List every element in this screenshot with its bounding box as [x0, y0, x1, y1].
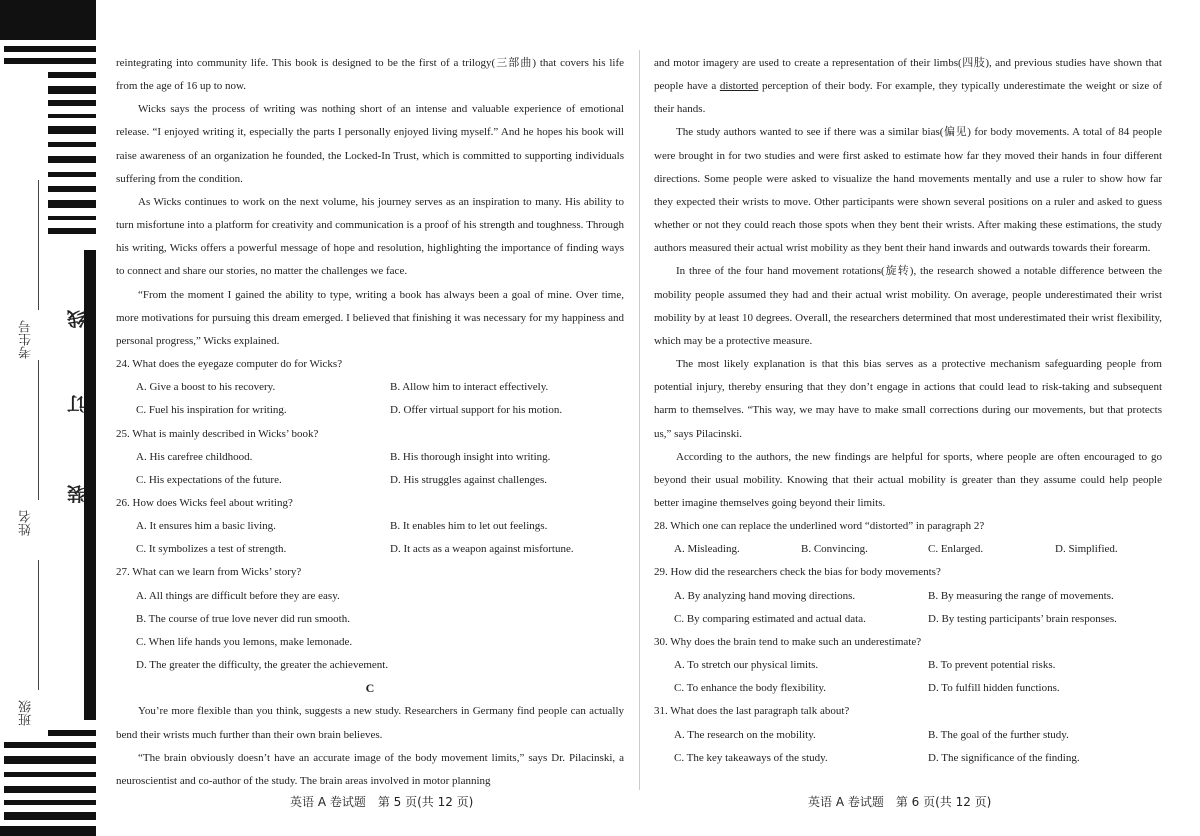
question-26: 26. How does Wicks feel about writing? — [116, 496, 293, 509]
option-24c[interactable]: C. Fuel his inspiration for writing. — [136, 404, 287, 417]
option-25b[interactable]: B. His thorough insight into writing. — [390, 450, 551, 463]
page-6-column — [654, 52, 1162, 770]
binding-margin — [0, 0, 100, 836]
binding-char-ding: 订 — [67, 395, 87, 413]
option-31d[interactable]: D. The significance of the finding. — [928, 751, 1080, 764]
option-26d[interactable]: D. It acts as a weapon against misfortune. — [390, 543, 574, 556]
question-29: 29. How did the researchers check the bias for body movements? — [654, 566, 941, 579]
option-24d[interactable]: D. Offer virtual support for his motion. — [390, 404, 563, 417]
margin-stripe — [48, 200, 96, 208]
option-24b[interactable]: B. Allow him to interact effectively. — [390, 381, 549, 394]
margin-stripe — [48, 100, 96, 106]
name-line — [38, 360, 39, 500]
option-26c[interactable]: C. It symbolizes a test of strength. — [136, 543, 287, 556]
option-31a[interactable]: A. The research on the mobility. — [674, 728, 816, 741]
option-27d[interactable]: D. The greater the difficulty, the greater the achievement. — [136, 659, 389, 672]
option-30c[interactable]: C. To enhance the body flexibility. — [674, 682, 826, 695]
binding-char-zhuang: 装 — [67, 485, 87, 503]
margin-stripe — [4, 800, 96, 805]
passage-paragraph: You’re more flexible than you think, suggests a new study. Researchers in Germany find people can actually bend their wrists much further than their own brain believes. — [116, 705, 624, 741]
class-line — [38, 560, 39, 690]
option-28a[interactable]: A. Misleading. — [674, 543, 740, 556]
option-25c[interactable]: C. His expectations of the future. — [136, 473, 282, 486]
margin-stripe — [48, 126, 96, 134]
question-25: 25. What is mainly described in Wicks’ book? — [116, 427, 319, 440]
question-24: 24. What does the eyegaze computer do for Wicks? — [116, 358, 343, 371]
option-27a[interactable]: A. All things are difficult before they are easy. — [136, 589, 340, 602]
page-6-footer: 英语 A 卷试题 第 6 页(共 12 页) — [808, 795, 992, 809]
option-30d[interactable]: D. To fulfill hidden functions. — [928, 682, 1060, 695]
column-divider — [639, 50, 640, 790]
margin-stripe — [4, 742, 96, 748]
question-31: 31. What does the last paragraph talk about? — [654, 705, 850, 718]
option-25a[interactable]: A. His carefree childhood. — [136, 450, 253, 463]
margin-stripe — [48, 156, 96, 163]
passage-paragraph: “The brain obviously doesn’t have an accurate image of the body movement limits,” says Dr. Pilacinski, a neuroscientist and co-author of the study. The brain areas involved in motor planning — [116, 751, 624, 787]
passage-paragraph: “From the moment I gained the ability to type, writing a book has always been a goal of mine. Over time, more motivations for pursuing this dream emerged. I believed that finishing it was necessary for my happiness and personal progress,” Wicks explained. — [116, 288, 624, 347]
margin-stripe — [4, 812, 96, 820]
question-27: 27. What can we learn from Wicks’ story? — [116, 566, 302, 579]
margin-stripe — [48, 228, 96, 234]
passage-paragraph: reintegrating into community life. This book is designed to be the first of a trilogy(三部曲) that covers his life from the age of 16 up to now. — [116, 57, 624, 93]
option-24a[interactable]: A. Give a boost to his recovery. — [136, 381, 276, 394]
passage-paragraph — [654, 52, 1162, 121]
page-5-footer: 英语 A 卷试题 第 5 页(共 12 页) — [290, 795, 474, 809]
option-31c[interactable]: C. The key takeaways of the study. — [674, 751, 828, 764]
margin-stripe — [48, 172, 96, 177]
option-27b[interactable]: B. The course of true love never did run smooth. — [136, 612, 350, 625]
passage-paragraph: As Wicks continues to work on the next volume, his journey serves as an inspiration to many. His ability to turn misfortune into a platform for creativity and communication is a proof of his strength and toughness. Through his writing, Wicks offers a powerful message of hope and resolution, highlighting the importance of finding ways to connect and share our stories, no matter the challenges we face. — [116, 195, 624, 278]
margin-black-bar — [0, 0, 96, 40]
paragraph-text: perception of their body. For example, they typically underestimate the weight or size of their hands. — [654, 80, 1162, 116]
option-28d[interactable]: D. Simplified. — [1055, 543, 1118, 556]
name-label: 姓名 — [18, 510, 33, 536]
margin-stripe — [4, 772, 96, 777]
option-29d[interactable]: D. By testing participants’ brain responses. — [928, 612, 1117, 625]
option-28b[interactable]: B. Convincing. — [801, 543, 868, 556]
section-c-heading: C — [365, 681, 375, 696]
margin-stripe — [48, 72, 96, 78]
underlined-word: distorted — [719, 80, 759, 93]
passage-paragraph: Wicks says the process of writing was nothing short of an intense and valuable experience of emotional release. “I enjoyed writing it, especially the parts I personally enjoyed living myself.” And he hopes his book will raise awareness of an organization he founded, the Locked-In Trust, which is committed to supporting individuals suffering from the condition. — [116, 103, 624, 185]
question-30: 30. Why does the brain tend to make such an underestimate? — [654, 635, 922, 648]
option-26b[interactable]: B. It enables him to let out feelings. — [390, 520, 548, 533]
passage-paragraph: According to the authors, the new findings are helpful for sports, where people are often encouraged to go beyond their usual mobility. Knowing that their actual mobility is greater than they assume could help people better imagine themselves going beyond their limits. — [654, 450, 1162, 509]
option-25d[interactable]: D. His struggles against challenges. — [390, 473, 548, 486]
option-28c[interactable]: C. Enlarged. — [928, 543, 984, 556]
option-30a[interactable]: A. To stretch our physical limits. — [674, 659, 819, 672]
option-26a[interactable]: A. It ensures him a basic living. — [136, 520, 276, 533]
margin-stripe — [48, 86, 96, 94]
margin-stripe — [48, 114, 96, 118]
passage-paragraph: In three of the four hand movement rotations(旋转), the research showed a notable difference between the mobility people assumed they had and their actual wrist mobility. On average, people underestimated their wrist mobility by at least 10 degrees. Overall, the researchers determined that most underestimated their wrist flexibility, which may be a protective measure. — [654, 265, 1162, 347]
class-label: 班级 — [18, 700, 33, 726]
margin-stripe — [4, 58, 96, 64]
page-5-column — [116, 52, 624, 793]
margin-stripe — [4, 46, 96, 52]
passage-paragraph: The study authors wanted to see if there was a similar bias(偏见) for body movements. A total of 84 people were brought in for two studies and were first asked to estimate how far they moved their hands in four different directions. Some people were asked to visualize the hand movements mentally and use a ruler to show how far they expected their wrists to move. Other participants were shown several positions on a ruler and asked to guess whether or not they could reach those spots when they bent their wrists. After making these estimations, the study authors measured their actual wrist mobility as they bent their hand inwards and outwards towards their forearm. — [654, 126, 1162, 255]
option-29b[interactable]: B. By measuring the range of movements. — [928, 589, 1114, 602]
option-27c[interactable]: C. When life hands you lemons, make lemonade. — [136, 635, 353, 648]
question-28: 28. Which one can replace the underlined word “distorted” in paragraph 2? — [654, 520, 985, 533]
margin-stripe — [48, 142, 96, 147]
margin-stripe — [4, 786, 96, 793]
exam-number-label: 考生号 — [18, 320, 33, 359]
passage-paragraph: The most likely explanation is that this bias serves as a protective mechanism safeguarding people from potential injury, thereby ensuring that they don’t engage in actions that could lead to risk-taking and subsequent harm to themselves. “This way, we may have to make small corrections during our movements, but that protects us,” says Pilacinski. — [654, 358, 1162, 440]
option-29c[interactable]: C. By comparing estimated and actual data. — [674, 612, 866, 625]
margin-stripe — [48, 186, 96, 192]
margin-stripe — [48, 216, 96, 220]
binding-char-line: 线 — [67, 310, 87, 328]
exam-number-line — [38, 180, 39, 310]
margin-stripe — [48, 730, 96, 736]
margin-stripe — [0, 826, 96, 836]
margin-stripe — [4, 756, 96, 764]
option-30b[interactable]: B. To prevent potential risks. — [928, 659, 1056, 672]
paragraph-text: and motor imagery are used to create a representation of their limbs(四肢), and previous studies have shown that people have a — [654, 57, 1162, 93]
option-29a[interactable]: A. By analyzing hand moving directions. — [674, 589, 856, 602]
option-31b[interactable]: B. The goal of the further study. — [928, 728, 1069, 741]
